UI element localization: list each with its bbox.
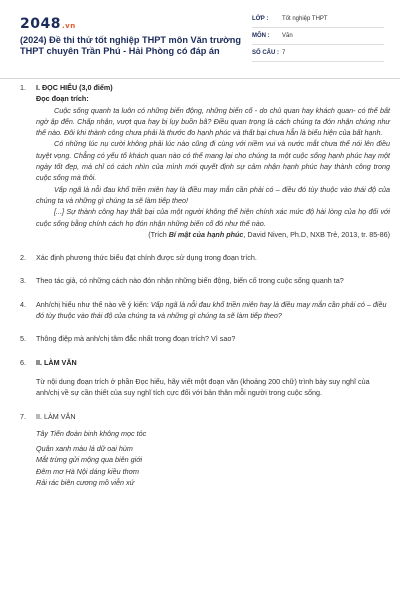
question-number: 3.: [20, 276, 26, 286]
question-1: [20, 82, 390, 240]
question-list: [20, 82, 390, 488]
question-number: 4.: [20, 299, 26, 309]
meta-value-question-count: 7: [282, 50, 286, 56]
site-logo[interactable]: [20, 16, 76, 32]
question-4: [20, 299, 390, 322]
document-header: [0, 0, 400, 78]
question-3: [20, 275, 390, 286]
quoted-statement: Vấp ngã là nỗi đau khổ triền miên hay là điều may mắn cần phải có – điều đó tùy thuộc vào thái độ của chúng ta và những gì chúng ta sẽ làm tiếp theo?: [36, 299, 387, 321]
section-heading-writing: II. LÀM VĂN: [36, 411, 76, 421]
document-meta: [252, 11, 384, 62]
header-divider: [0, 78, 400, 79]
question-text: Từ nội dung đoạn trích ở phần Đọc hiểu, hãy viết một đoạn văn (khoảng 200 chữ) trình bày suy nghĩ của anh/chị về sự cần thiết của suy nghĩ tích cực đối với bản thân mỗi người trong cuộc sống.: [36, 376, 370, 398]
meta-label-subject: MÔN :: [252, 33, 270, 39]
document-title: (2024) Đề thi thử tốt nghiệp THPT môn Văn trường THPT chuyên Trần Phú - Hải Phòng có đáp án: [20, 35, 241, 56]
source-suffix: , David Niven, Ph.D, NXB Trẻ, 2013, tr. 85-86): [243, 229, 390, 239]
logo-main: 2048: [20, 16, 61, 32]
source-prefix: (Trích: [148, 229, 169, 239]
logo-sub: .vn: [61, 22, 76, 30]
question-text: Thông điệp mà anh/chị tâm đắc nhất trong đoạn trích? Vì sao?: [36, 334, 236, 344]
question-number: 5.: [20, 334, 26, 344]
meta-row-subject: [252, 28, 384, 45]
poem-line: Tây Tiến đoàn binh không mọc tóc: [36, 428, 147, 438]
section-heading-writing: II. LÀM VĂN: [36, 357, 77, 367]
passage-paragraph: Cuộc sống quanh ta luôn có những biến động, những biến cố - do chủ quan hay khách quan- có thể bất ngờ ập đến. Chấp nhận, vượt qua hay bị lụy buồn bã? Điều quan trọng là cách chúng ta đón nhận chúng như thế nào. Đôi khi thành công chưa phải là thước đo hạnh phúc và thất bại chưa hẳn là biểu hiện của bất hạnh.: [36, 105, 390, 138]
question-7: [20, 411, 390, 489]
passage-paragraph: Có những lúc nụ cười không phải lúc nào cũng đi cùng với niềm vui và nước mắt chưa thể nói lên điều tuyệt vọng. Chẳng có yếu tố khách quan nào có thể mang lại cho chúng ta một cuộc sống hạnh phúc hay một ngày tốt đẹp, mà chỉ có cách nhìn của mình mới quyết định sự cảm nhận hạnh phúc hay thành công trong cuộc sống mà thôi.: [36, 139, 390, 183]
meta-value-class: Tốt nghiệp THPT: [282, 16, 328, 22]
question-body: [36, 82, 390, 240]
poem-line: Quân xanh màu lá dữ oai hùm: [36, 444, 133, 454]
meta-label-question-count: SỐ CÂU :: [252, 50, 279, 56]
question-body: [36, 299, 390, 322]
poem-line: Đêm mơ Hà Nội dáng kiều thơm: [36, 466, 139, 476]
question-body: [36, 411, 390, 489]
reading-instruction: Đọc đoạn trích:: [36, 94, 89, 104]
poem-line: Rải rác biên cương mồ viễn xứ: [36, 478, 135, 488]
question-5: [20, 333, 390, 344]
question-number: 7.: [20, 411, 26, 421]
question-number: 1.: [20, 83, 26, 92]
question-number: 6.: [20, 357, 26, 367]
meta-label-class: LỚP :: [252, 16, 269, 22]
source-book-title: Bí mật của hạnh phúc: [168, 229, 244, 239]
poem-line: Mắt trừng gửi mộng qua biên giới: [36, 455, 143, 465]
meta-value-subject: Văn: [282, 33, 293, 39]
question-text: Anh/chị hiểu như thế nào về ý kiến:: [36, 299, 151, 309]
section-heading-reading: I. ĐỌC HIỂU (3,0 điểm): [36, 83, 113, 92]
meta-row-question-count: [252, 45, 384, 62]
passage-paragraph: [...] Sự thành công hay thất bại của một người không thể hiện chính xác mức độ hài lòng của họ đối với cuộc sống bằng chính cách họ đón nhận những biến cố đó như thế nào.: [36, 207, 390, 228]
question-text: Xác định phương thức biểu đạt chính được sử dụng trong đoạn trích.: [36, 253, 257, 263]
question-text: Theo tác giả, có những cách nào đón nhận những biến động, biến cố trong cuộc sống quanh ta?: [36, 276, 344, 286]
question-body: [36, 357, 390, 399]
passage-paragraph: Vấp ngã là nỗi đau khổ triền miên hay là điều may mắn cần phải có – điều đó tùy thuộc vào thái độ của chúng ta và những gì chúng ta sẽ làm tiếp theo!: [36, 184, 390, 205]
question-2: [20, 252, 390, 263]
meta-row-class: [252, 11, 384, 28]
question-number: 2.: [20, 253, 26, 263]
question-6: [20, 357, 390, 399]
passage-source: [36, 229, 390, 240]
